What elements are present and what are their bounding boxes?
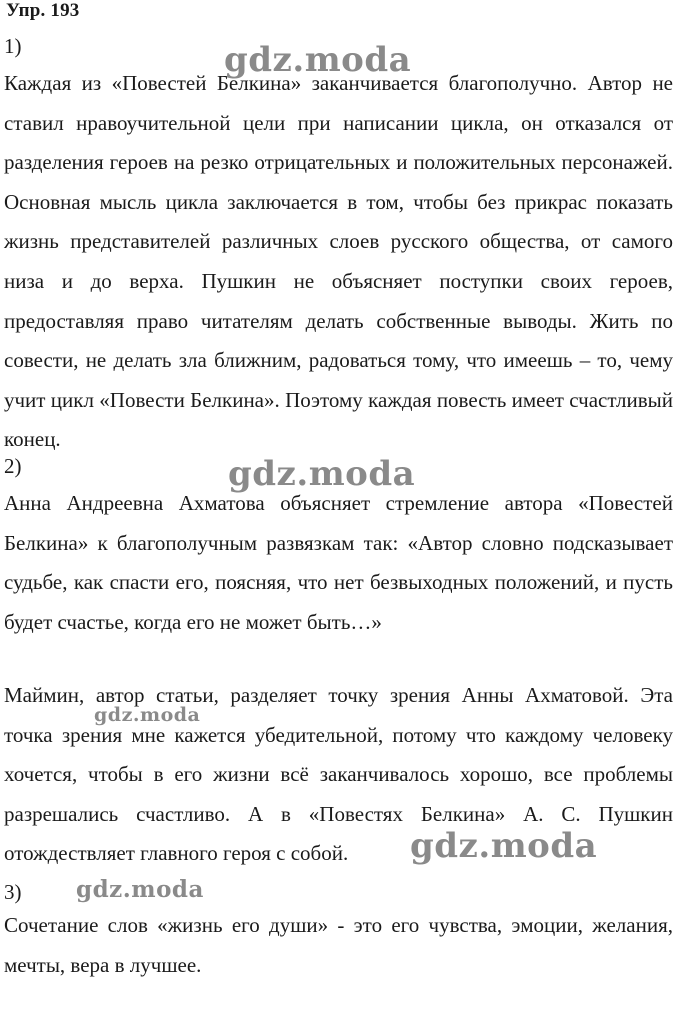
section-1-paragraph: Каждая из «Повестей Белкина» заканчивается благополучно. Автор не ставил нравоучительной цели при написании цикла, он отказался от разделения героев на резко отрицательных и положительных персонажей. Основная мысль цикла заключается в том, чтобы без прикрас показать жизнь представителей различных слоев русского общества, от самого низа и до верха. Пушкин не объясняет поступки своих героев, предоставляя право читателям делать собственные выводы. Жить по совести, не делать зла ближним, радоваться тому, что имеешь – то, чему учит цикл «Повести Белкина». Поэтому каждая повесть имеет счастливый конец. (4, 71, 673, 452)
section-3-number: 3) (4, 880, 22, 904)
watermark-logo: gdz.moda (94, 704, 201, 726)
section-2-paragraph-2: Маймин, автор статьи, разделяет точку зрения Анны Ахматовой. Эта точка зрения мне кажется убедительной, потому что каждому человеку хочется, чтобы в его жизни всё заканчивалось хорошо, все проблемы разрешались счастливо. А в «Повестях Белкина» А. С. Пушкин отождествляет главного героя с собой. (4, 683, 673, 866)
section-3-paragraph: Сочетание слов «жизнь его души» - это его чувства, эмоции, желания, мечты, вера в лучшее. (4, 913, 673, 977)
watermark-logo: gdz.moda (228, 454, 416, 494)
section-2-paragraph: Анна Андреевна Ахматова объясняет стремление автора «Повестей Белкина» к благополучным развязкам так: «Автор словно подсказывает судьбе, как спасти его, поясняя, что нет безвыходных положений, и пусть будет счастье, когда его не может быть…» (4, 491, 673, 634)
exercise-title: Упр. 193 (6, 0, 80, 21)
section-2-number: 2) (4, 454, 22, 478)
watermark-logo: gdz.moda (224, 40, 412, 80)
section-1-number: 1) (4, 34, 22, 58)
watermark-logo: gdz.moda (76, 876, 204, 903)
watermark-logo: gdz.moda (410, 826, 598, 866)
